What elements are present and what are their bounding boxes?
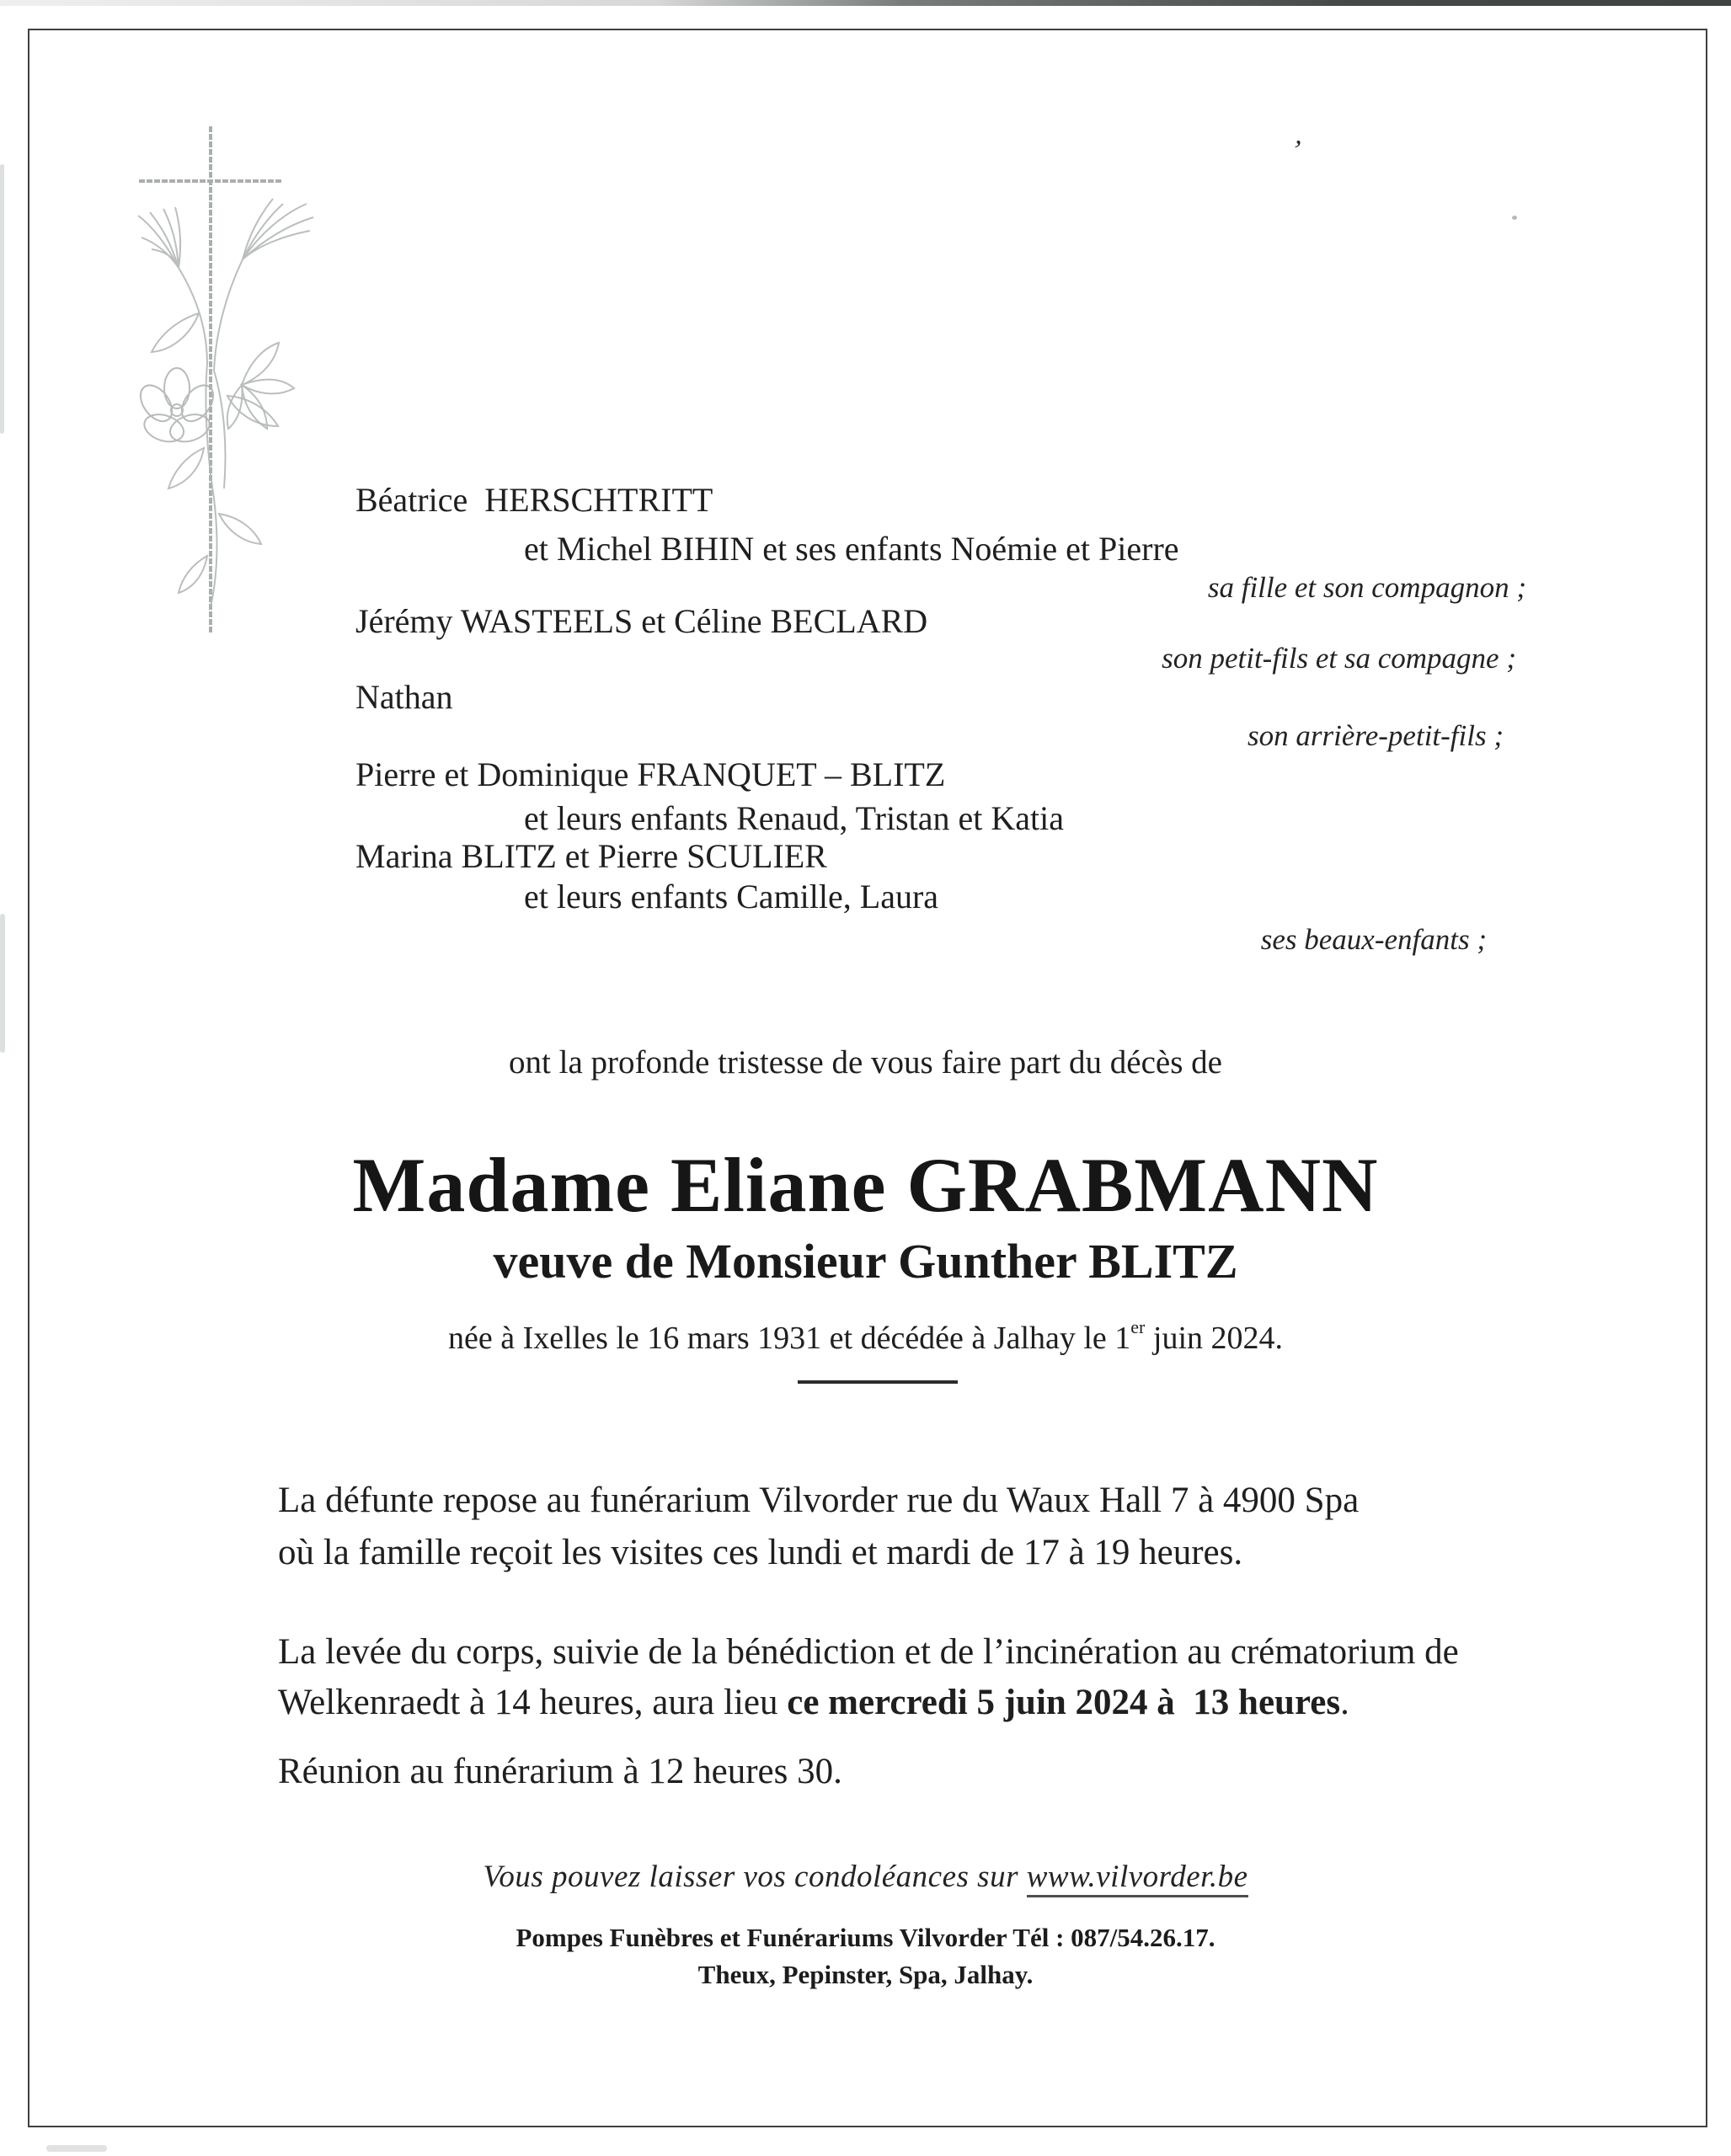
repose-paragraph-line-1: La défunte repose au funérarium Vilvorder rue du Waux Hall 7 à 4900 Spa [278, 1481, 1360, 1520]
deceased-name: Madame Eliane GRABMANN [352, 1142, 1379, 1228]
announcement-intro: ont la profonde tristesse de vous faire part du décès de [509, 1044, 1222, 1081]
meeting-paragraph: Réunion au funérarium à 12 heures 30. [278, 1752, 842, 1791]
scan-streak-left-upper [0, 164, 4, 434]
family-line-2: et Michel BIHIN et ses enfants Noémie et Pierre [524, 530, 1179, 568]
condolences-line [0, 1860, 1731, 1894]
relation-line-3: son arrière-petit-fils ; [1247, 719, 1504, 752]
repose-paragraph-line-2: où la famille reçoit les visites ces lundi et mardi de 17 à 19 heures. [278, 1533, 1243, 1572]
condolences-text: Vous pouvez laisser vos condoléances sur [483, 1860, 1027, 1894]
dates-prefix: née à Ixelles le 16 mars 1931 et décédée à Jalhay le 1 [447, 1321, 1131, 1356]
scan-mark-top-right: ’ [1288, 134, 1302, 167]
lily-flower [227, 343, 294, 429]
scan-edge-top [0, 0, 1731, 6]
family-line-7: Marina BLITZ et Pierre SCULIER [355, 837, 827, 875]
deceased-subtitle: veuve de Monsieur Gunther BLITZ [493, 1234, 1238, 1289]
birth-death-dates [0, 1317, 1731, 1357]
scan-streak-left-lower [0, 914, 5, 1053]
cross-with-flowers-icon [126, 118, 337, 644]
ceremony-paragraph-line-1: La levée du corps, suivie de la bénédiction et de l’incinération au crématorium de [278, 1632, 1459, 1672]
relation-line-4: ses beaux-enfants ; [1260, 923, 1487, 956]
ceremony-paragraph-line-2 [278, 1683, 1349, 1723]
family-line-4: Nathan [355, 678, 453, 716]
family-line-6: et leurs enfants Renaud, Tristan et Katia [524, 799, 1064, 837]
family-line-5: Pierre et Dominique FRANQUET – BLITZ [355, 755, 946, 793]
ceremony-text: Welkenraedt à 14 heures, aura lieu [278, 1683, 788, 1722]
funeral-home-line-2: Theux, Pepinster, Spa, Jalhay. [697, 1960, 1034, 1989]
relation-line-2: son petit-fils et sa compagne ; [1162, 642, 1516, 675]
dates-ordinal-sup: er [1130, 1316, 1146, 1337]
condolences-website-link[interactable]: www.vilvorder.be [1027, 1860, 1248, 1897]
dates-suffix: juin 2024. [1145, 1321, 1284, 1356]
funeral-home-line-1: Pompes Funèbres et Funérariums Vilvorder Tél : 087/54.26.17. [516, 1923, 1215, 1952]
ceremony-text-end: . [1340, 1683, 1349, 1722]
relation-line-1: sa fille et son compagnon ; [1207, 571, 1526, 604]
family-line-3: Jérémy WASTEELS et Céline BECLARD [355, 602, 928, 640]
family-line-1: Béatrice HERSCHTRITT [355, 481, 713, 519]
family-line-8: et leurs enfants Camille, Laura [524, 878, 939, 915]
ceremony-date-bold: ce mercredi 5 juin 2024 à 13 heures [787, 1683, 1341, 1722]
section-divider-rule [798, 1380, 958, 1384]
scan-smudge-bottom-left [46, 2145, 107, 2152]
